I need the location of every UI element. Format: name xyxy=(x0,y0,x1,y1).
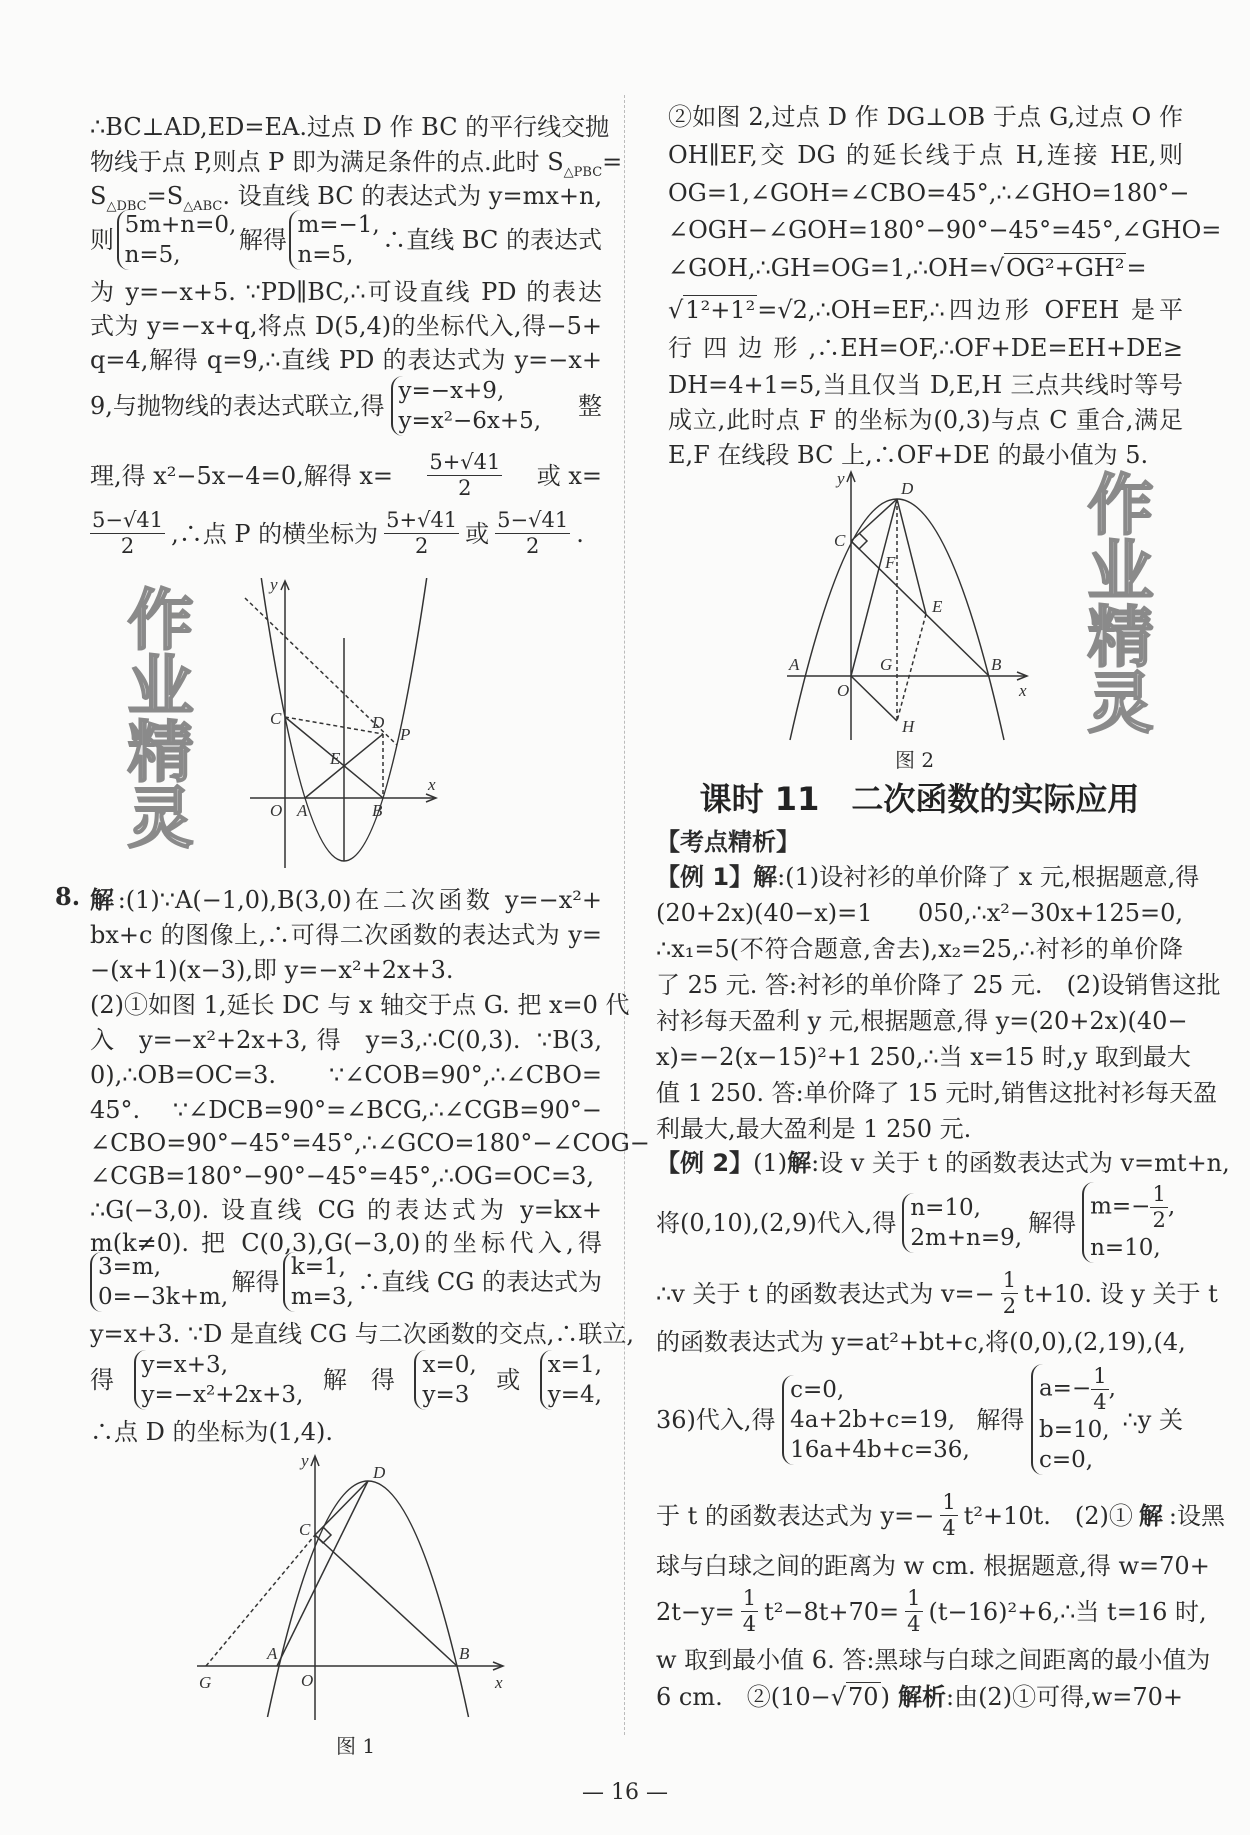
text-line: 0),∴OB=OC=3. ∵∠COB=90°,∴∠CBO= xyxy=(90,1061,602,1089)
equation-system xyxy=(289,210,379,270)
fraction xyxy=(90,508,165,559)
text-line: OG=1,∠GOH=∠CBO=45°,∴∠GHO=180°− xyxy=(668,179,1190,207)
label-e: E xyxy=(932,597,943,616)
text: 整 xyxy=(578,392,602,420)
fraction xyxy=(741,1586,758,1637)
equation-system xyxy=(540,1350,602,1410)
eq: 2m+n=9, xyxy=(910,1224,1023,1251)
label-y: y xyxy=(270,578,278,594)
denominator: 2 xyxy=(120,534,135,558)
radicand: 1²+1² xyxy=(685,296,756,324)
text: ,∴点 P 的横坐标为 xyxy=(171,519,379,548)
denominator: 4 xyxy=(942,1516,956,1540)
line-cb xyxy=(851,541,989,676)
parabola-figure-2 xyxy=(787,470,1032,752)
line-od xyxy=(851,499,897,676)
text: =√2,∴OH=EF,∴四边形 OFEH 是平 xyxy=(757,296,1183,324)
example-label: 【例 2】 xyxy=(656,1149,754,1177)
text: :(1)∵A(−1,0),B(3,0)在二次函数 y=−x²+ xyxy=(117,886,602,914)
text: 2t−y= xyxy=(656,1597,735,1626)
text: t+10. 设 y 关于 t xyxy=(1024,1279,1218,1308)
text: 36)代入,得 xyxy=(656,1405,776,1434)
solution-label: 解 xyxy=(90,886,118,914)
watermark: 作业精灵 xyxy=(1076,470,1153,734)
analysis-label: 解析 xyxy=(897,1683,946,1711)
text-line: 利最大,最大盈利是 1 250 元. xyxy=(656,1115,972,1143)
eq: y=−x+9, xyxy=(398,378,505,404)
text-line: ∠CBO=90°−45°=45°,∴∠GCO=180°−∠COG− xyxy=(90,1129,650,1157)
eq: y=x+3, xyxy=(141,1352,228,1378)
denominator: 2 xyxy=(1002,1294,1017,1318)
figure-2-caption: 图 2 xyxy=(895,748,935,772)
parabola-figure-1 xyxy=(197,1452,509,1724)
problem-number: 8. xyxy=(55,882,81,911)
text-line xyxy=(90,144,623,180)
text: . xyxy=(576,519,584,548)
text-line: (2)①如图 1,延长 DC 与 x 轴交于点 G. 把 x=0 代 xyxy=(90,991,630,1019)
text-line: E,F 在线段 BC 上,∴OF+DE 的最小值为 5. xyxy=(668,441,1149,469)
eq: 4a+2b+c=19, xyxy=(790,1406,956,1433)
label-d: D xyxy=(372,713,385,732)
text-line xyxy=(656,1364,1183,1475)
text-line xyxy=(90,508,602,559)
fraction xyxy=(384,508,459,559)
text: 9,与抛物线的表达式联立,得 xyxy=(90,392,385,420)
text: a=− xyxy=(1038,1375,1092,1402)
text-line xyxy=(668,250,1183,286)
text-line: 的函数表达式为 y=at²+bt+c,将(0,0),(2,19),(4, xyxy=(656,1328,1186,1356)
equation-system xyxy=(1031,1364,1116,1475)
numerator: 5+√41 xyxy=(386,508,458,532)
eq: x=0, xyxy=(422,1352,477,1378)
text-line: ∠OGH−∠GOH=180°−90°−45°=45°,∠GHO= xyxy=(668,216,1222,244)
text-line xyxy=(668,292,1183,328)
eq: x=1, xyxy=(547,1352,602,1378)
text: ∴直线 CG 的表达式为 xyxy=(357,1268,602,1296)
text-line: ∠CGB=180°−90°−45°=45°,∴OG=OC=3, xyxy=(90,1162,595,1190)
text-line xyxy=(656,1490,1225,1541)
text-line: q=4,解得 q=9,∴直线 PD 的表达式为 y=−x+ xyxy=(90,346,602,374)
figure-1-caption: 图 1 xyxy=(336,1734,376,1758)
text-line: 45°. ∵∠DCB=90°=∠BCG,∴∠CGB=90°− xyxy=(90,1096,602,1124)
eq: y=4, xyxy=(547,1382,602,1408)
numerator: 5−√41 xyxy=(92,508,164,532)
subscript: △ABC xyxy=(183,198,223,214)
text-line: 成立,此时点 F 的坐标为(0,3)与点 C 重合,满足 xyxy=(668,406,1183,434)
text-line: (20+2x)(40−x)=1 050,∴x²−30x+125=0, xyxy=(656,899,1183,927)
text: :由(2)①可得,w=70+ xyxy=(945,1683,1183,1711)
eq: y=−x²+2x+3, xyxy=(141,1382,304,1408)
line-cb xyxy=(315,1535,457,1666)
text: = xyxy=(602,148,623,176)
line-de xyxy=(897,499,926,614)
text: :设 v 关于 t 的函数表达式为 v=mt+n, xyxy=(811,1149,1230,1177)
text-line: m(k≠0). 把 C(0,3),G(−3,0)的坐标代入,得 xyxy=(90,1229,602,1257)
eq: 0=−3k+m, xyxy=(98,1284,229,1310)
label-y: y xyxy=(837,470,845,488)
denominator: 2 xyxy=(414,534,429,558)
eq: m=−1, xyxy=(297,212,380,238)
fraction xyxy=(495,508,570,559)
denominator: 4 xyxy=(907,1612,921,1636)
text-line: 行四边形,∴EH=OF,∴OF+DE=EH+DE≥ xyxy=(668,334,1183,362)
text: 解 得 xyxy=(322,1366,395,1394)
text-line: w 取到最小值 6. 答:黑球与白球之间距离的最小值为 xyxy=(656,1646,1211,1674)
label-g: G xyxy=(880,655,893,674)
equation-system xyxy=(117,210,237,270)
label-o: O xyxy=(837,681,850,700)
eq: n=10, xyxy=(1090,1235,1161,1261)
fraction xyxy=(1001,1268,1018,1319)
eq: n=5, xyxy=(297,242,354,268)
label-a: A xyxy=(267,1644,278,1663)
eq: c=0, xyxy=(790,1376,845,1403)
fraction xyxy=(1091,1364,1108,1415)
text: :(1)设衬衫的单价降了 x 元,根据题意,得 xyxy=(777,863,1200,891)
label-x: x xyxy=(428,775,436,794)
text: ) xyxy=(880,1683,890,1711)
text: :设黑 xyxy=(1168,1501,1225,1530)
right-angle-mark xyxy=(851,533,867,549)
equation-system xyxy=(134,1350,304,1410)
text: , xyxy=(1108,1375,1116,1402)
equation-system xyxy=(902,1193,1022,1253)
line-cd xyxy=(285,717,383,734)
text-line xyxy=(656,1182,1183,1263)
label-h: H xyxy=(902,717,915,736)
eq: c=0, xyxy=(1038,1447,1094,1473)
text xyxy=(898,1682,1183,1712)
text: 或 x= xyxy=(536,461,602,490)
line-ad xyxy=(277,1481,368,1666)
label-b: B xyxy=(459,1644,470,1663)
text-line xyxy=(90,1252,602,1312)
text: (1) xyxy=(753,1149,788,1177)
line-cd xyxy=(851,499,897,541)
label-c: C xyxy=(270,709,282,728)
equation-system xyxy=(283,1252,354,1312)
text xyxy=(656,1682,890,1712)
text-line xyxy=(90,450,602,501)
label-a: A xyxy=(789,655,800,674)
label-b: B xyxy=(991,655,1002,674)
section-title: 【考点精析】 xyxy=(656,828,800,856)
text: ∴y 关 xyxy=(1122,1405,1183,1434)
label-g: G xyxy=(199,1673,212,1692)
line-gc xyxy=(206,1535,315,1666)
text: ∴v 关于 t 的函数表达式为 v=− xyxy=(656,1279,995,1308)
example-label: 【例 1】 xyxy=(656,863,754,891)
eq xyxy=(1039,1364,1116,1415)
equation-system xyxy=(414,1350,476,1410)
text: ∴直线 BC 的表达式 xyxy=(382,226,602,254)
text-line xyxy=(90,882,602,918)
text: 理,得 x²−5x−4=0,解得 x= xyxy=(90,461,393,490)
numerator: 1 xyxy=(907,1586,921,1610)
label-f: F xyxy=(885,553,896,572)
numerator: 1 xyxy=(742,1586,757,1610)
eq: y=3 xyxy=(422,1382,470,1408)
eq: 5m+n=0, xyxy=(124,212,237,238)
text-line: 值 1 250. 答:单价降了 15 元时,销售这批衬衫每天盈 xyxy=(656,1079,1218,1107)
line-oh xyxy=(851,676,897,721)
label-d: D xyxy=(373,1463,386,1482)
text: t²−8t+70= xyxy=(764,1597,900,1626)
label-a: A xyxy=(297,801,308,820)
text: , xyxy=(1167,1193,1176,1220)
text-line: −(x+1)(x−3),即 y=−x²+2x+3. xyxy=(90,956,454,984)
equation-system xyxy=(1082,1182,1175,1263)
text-line xyxy=(90,1350,602,1410)
text-line xyxy=(656,859,1200,895)
text: 解得 xyxy=(976,1405,1025,1434)
text: 解得 xyxy=(1028,1208,1077,1237)
eq: b=10, xyxy=(1038,1417,1110,1443)
text: S xyxy=(90,182,107,210)
text-line: 入 y=−x²+2x+3,得 y=3,∴C(0,3). ∵B(3, xyxy=(90,1026,602,1054)
numerator: 1 xyxy=(942,1490,956,1514)
text-line: ∴x₁=5(不符合题意,舍去),x₂=25,∴衬衫的单价降 xyxy=(656,935,1183,963)
numerator: 1 xyxy=(1152,1182,1166,1206)
denominator: 2 xyxy=(458,476,472,500)
equation-system xyxy=(90,1252,228,1312)
eq: m=3, xyxy=(290,1284,354,1310)
text: 物线于点 P,则点 P 即为满足条件的点.此时 S xyxy=(90,148,564,176)
text-line: ②如图 2,过点 D 作 DG⊥OB 于点 G,过点 O 作 xyxy=(668,103,1183,131)
eq: n=5, xyxy=(124,242,181,268)
text-line xyxy=(656,1682,1183,1712)
text-line: bx+c 的图像上,∴可得二次函数的表达式为 y= xyxy=(90,921,602,949)
numerator: 1 xyxy=(1093,1364,1107,1388)
label-c: C xyxy=(834,531,846,550)
text-line: 式为 y=−x+q,将点 D(5,4)的坐标代入,得−5+ xyxy=(90,312,602,340)
text-line: DH=4+1=5,当且仅当 D,E,H 三点共线时等号 xyxy=(668,371,1183,399)
solution-label: 解 xyxy=(787,1149,812,1177)
eq: n=10, xyxy=(910,1194,981,1221)
numerator: 5+√41 xyxy=(429,450,501,474)
solution-label: 解 xyxy=(753,863,778,891)
text-line: ∴G(−3,0). 设直线 CG 的表达式为 y=kx+ xyxy=(90,1196,602,1224)
label-c: C xyxy=(299,1520,311,1539)
text-line: y=x+3. ∵D 是直线 CG 与二次函数的交点,∴联立, xyxy=(90,1320,635,1348)
eq: 3=m, xyxy=(98,1254,162,1280)
line-eh xyxy=(897,614,926,721)
fraction xyxy=(905,1586,922,1637)
watermark: 作业精灵 xyxy=(116,585,193,849)
label-y: y xyxy=(301,1452,309,1470)
page-number: — 16 — xyxy=(582,1780,668,1805)
text-line xyxy=(90,178,602,214)
text-line xyxy=(656,1268,1218,1319)
radicand: OG²+GH² xyxy=(1006,254,1125,282)
text: =S xyxy=(146,182,184,210)
text-line: OH∥EF,交 DG 的延长线于点 H,连接 HE,则 xyxy=(668,141,1183,169)
text: 6 cm. ②(10−√ xyxy=(656,1683,847,1711)
text: m=− xyxy=(1090,1193,1151,1220)
text-line xyxy=(656,1586,1207,1637)
text-line: x)=−2(x−15)²+1 250,∴当 x=15 时,y 取到最大 xyxy=(656,1043,1191,1071)
label-p: P xyxy=(400,725,411,744)
text: 则 xyxy=(90,226,114,254)
solution-label: 解 xyxy=(1138,1501,1163,1530)
text: 或 xyxy=(496,1366,521,1394)
denominator: 4 xyxy=(1093,1390,1107,1414)
subscript: △DBC xyxy=(106,198,147,214)
text-line xyxy=(90,376,602,436)
parabola-figure-a xyxy=(240,578,440,873)
subscript: △PBC xyxy=(563,164,603,180)
text-line: 了 25 元. 答:衬衫的单价降了 25 元. (2)设销售这批 xyxy=(656,971,1221,999)
label-o: O xyxy=(270,801,283,820)
label-b: B xyxy=(372,801,383,820)
text-line xyxy=(90,210,602,270)
text: t²+10t. (2)① xyxy=(963,1501,1133,1530)
lesson-heading: 课时 11 二次函数的实际应用 xyxy=(699,780,1140,818)
text: 解得 xyxy=(238,226,287,254)
text: 或 xyxy=(465,519,490,548)
label-x: x xyxy=(1019,681,1027,700)
label-e: E xyxy=(330,749,341,768)
numerator: 5−√41 xyxy=(497,508,569,532)
text-line: 球与白球之间的距离为 w cm. 根据题意,得 w=70+ xyxy=(656,1552,1210,1580)
fraction xyxy=(427,450,502,501)
label-x: x xyxy=(495,1673,503,1692)
text: ∠GOH,∴GH=OG=1,∴OH=√ xyxy=(668,254,1005,282)
text-line: ∴BC⊥AD,ED=EA.过点 D 作 BC 的平行线交抛 xyxy=(90,113,610,141)
text: 得 xyxy=(90,1366,114,1394)
text-line: ∴点 D 的坐标为(1,4). xyxy=(90,1418,334,1446)
eq: 16a+4b+c=36, xyxy=(790,1436,970,1463)
line-cd xyxy=(315,1481,368,1535)
fraction xyxy=(1150,1182,1167,1233)
text-line: 为 y=−x+5. ∵PD∥BC,∴可设直线 PD 的表达 xyxy=(90,278,602,306)
text: 解得 xyxy=(231,1268,280,1296)
denominator: 2 xyxy=(526,534,540,558)
text: = xyxy=(1126,254,1147,282)
fraction xyxy=(940,1490,957,1541)
text: 将(0,10),(2,9)代入,得 xyxy=(656,1208,897,1237)
text: (t−16)²+6,∴当 t=16 时, xyxy=(928,1597,1207,1626)
text-line: 衬衫每天盈利 y 元,根据题意,得 y=(20+2x)(40− xyxy=(656,1007,1188,1035)
eq xyxy=(1090,1182,1175,1233)
label-d: D xyxy=(901,479,914,498)
text: √ xyxy=(668,296,684,324)
text: 于 t 的函数表达式为 y=− xyxy=(656,1501,935,1530)
column-divider xyxy=(624,95,625,1735)
denominator: 4 xyxy=(742,1612,757,1636)
denominator: 2 xyxy=(1152,1208,1166,1232)
label-o: O xyxy=(301,1671,314,1690)
parabola-curve xyxy=(268,1481,469,1717)
eq: k=1, xyxy=(290,1254,346,1280)
equation-system xyxy=(391,376,542,436)
numerator: 1 xyxy=(1002,1268,1017,1292)
radicand: 70 xyxy=(848,1683,879,1711)
text: . 设直线 BC 的表达式为 y=mx+n, xyxy=(222,182,603,210)
eq: y=x²−6x+5, xyxy=(398,408,542,434)
equation-system xyxy=(782,1375,970,1465)
text-line xyxy=(656,1145,1230,1181)
